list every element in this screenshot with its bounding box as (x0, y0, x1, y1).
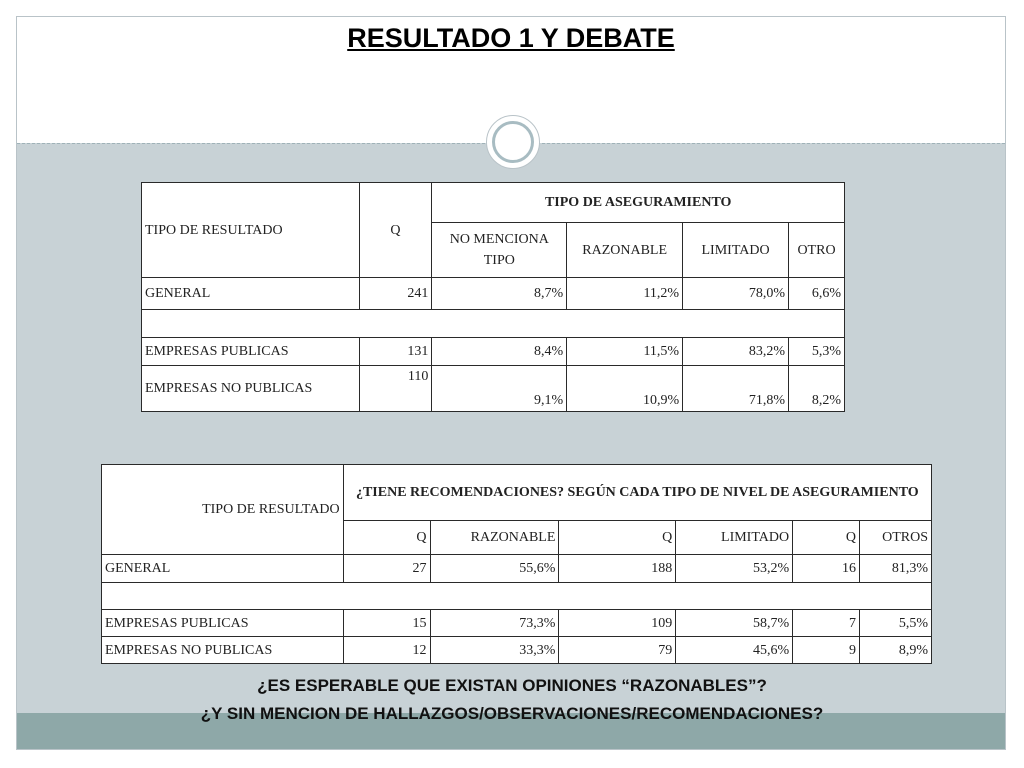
row-value: 78,0% (683, 278, 789, 310)
row-value: 83,2% (683, 338, 789, 366)
row-value: 15 (343, 610, 430, 637)
header-tipo-resultado: TIPO DE RESULTADO (102, 465, 344, 555)
table-aseguramiento (141, 182, 845, 412)
row-value: 188 (559, 555, 676, 583)
row-q: 131 (359, 338, 432, 366)
subheader-q: Q (559, 521, 676, 555)
table-row (102, 610, 932, 637)
row-value: 7 (793, 610, 860, 637)
emblem-ring (492, 121, 534, 163)
row-value: 11,2% (567, 278, 683, 310)
row-value: 5,5% (860, 610, 932, 637)
spacer-cell (142, 310, 845, 338)
circle-emblem-icon (486, 115, 540, 169)
row-label: GENERAL (102, 555, 344, 583)
subheader-razonable: RAZONABLE (567, 223, 683, 278)
row-value: 53,2% (676, 555, 793, 583)
row-value: 8,4% (432, 338, 567, 366)
subheader-otros: OTROS (860, 521, 932, 555)
question-1: ¿ES ESPERABLE QUE EXISTAN OPINIONES “RAZONABLES”? (257, 676, 767, 695)
row-label: EMPRESAS NO PUBLICAS (102, 637, 344, 664)
row-value: 16 (793, 555, 860, 583)
header-tiene-recomendaciones: ¿TIENE RECOMENDACIONES? SEGÚN CADA TIPO DE NIVEL DE ASEGURAMIENTO (343, 465, 931, 521)
header-tipo-aseguramiento: TIPO DE ASEGURAMIENTO (432, 183, 845, 223)
row-value: 55,6% (430, 555, 559, 583)
row-q: 110 (359, 366, 432, 412)
table-row (142, 278, 845, 310)
row-value: 10,9% (567, 366, 683, 412)
row-value: 9 (793, 637, 860, 664)
header-tipo-resultado: TIPO DE RESULTADO (142, 183, 360, 278)
table-spacer-row (102, 583, 932, 610)
row-value: 8,7% (432, 278, 567, 310)
row-label: GENERAL (142, 278, 360, 310)
subheader-otro: OTRO (789, 223, 845, 278)
header-q: Q (359, 183, 432, 278)
row-value: 27 (343, 555, 430, 583)
table-recomendaciones (101, 464, 932, 664)
row-value: 8,9% (860, 637, 932, 664)
subheader-q: Q (343, 521, 430, 555)
row-label: EMPRESAS PUBLICAS (142, 338, 360, 366)
row-value: 58,7% (676, 610, 793, 637)
row-value: 79 (559, 637, 676, 664)
row-label: EMPRESAS PUBLICAS (102, 610, 344, 637)
row-value: 5,3% (789, 338, 845, 366)
table-row (102, 637, 932, 664)
row-q: 241 (359, 278, 432, 310)
row-value: 9,1% (432, 366, 567, 412)
subheader-limitado: LIMITADO (683, 223, 789, 278)
subheader-razonable: RAZONABLE (430, 521, 559, 555)
subheader-limitado: LIMITADO (676, 521, 793, 555)
table-spacer-row (142, 310, 845, 338)
table-row (102, 555, 932, 583)
row-value: 73,3% (430, 610, 559, 637)
row-value: 33,3% (430, 637, 559, 664)
question-2: ¿Y SIN MENCION DE HALLAZGOS/OBSERVACIONES/RECOMENDACIONES? (200, 704, 824, 723)
spacer-cell (102, 583, 932, 610)
row-value: 45,6% (676, 637, 793, 664)
subheader-q: Q (793, 521, 860, 555)
row-value: 81,3% (860, 555, 932, 583)
row-value: 8,2% (789, 366, 845, 412)
row-label: EMPRESAS NO PUBLICAS (142, 366, 360, 412)
table-row (142, 338, 845, 366)
subheader-no-menciona: NO MENCIONA TIPO (432, 223, 567, 278)
row-value: 71,8% (683, 366, 789, 412)
row-value: 6,6% (789, 278, 845, 310)
table-row (142, 366, 845, 412)
row-value: 11,5% (567, 338, 683, 366)
row-value: 12 (343, 637, 430, 664)
row-value: 109 (559, 610, 676, 637)
slide-title: RESULTADO 1 Y DEBATE (347, 23, 675, 53)
